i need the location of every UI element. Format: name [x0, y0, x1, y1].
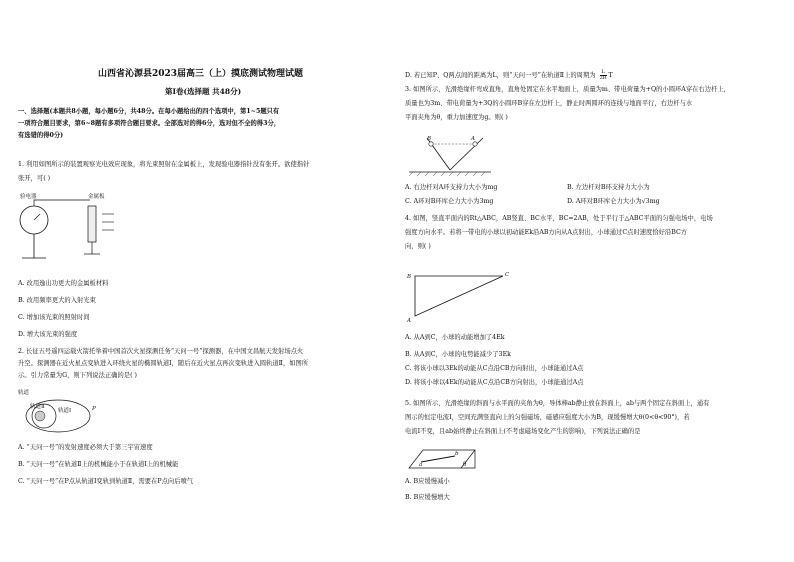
rod-ab — [421, 456, 455, 462]
q3-stem-line3: 平面夹角为θ，重力加速度为g。则( ) — [405, 114, 508, 121]
electroscope-needle — [34, 214, 40, 220]
ground-hatch — [409, 172, 485, 176]
q5-figure — [405, 440, 485, 472]
q3-label-b: B — [427, 136, 432, 142]
q5-stem-line3: 电流I不变，且ab始终静止在斜面上(不考虑磁场变化产生的影响)，下列说法正确的是 — [405, 428, 641, 435]
q2-label-p: P — [92, 406, 96, 412]
q5-stem-line1: 5. 如图所示，光滑绝缘的斜面与水平面的夹角为θ，导体棒ab静止放在斜面上，ab与两个固定在斜面上，通有 — [405, 400, 710, 407]
q4-label-c: C — [505, 272, 510, 278]
q2-label-orbit1: 轨道Ⅰ — [58, 408, 72, 414]
q2-option-c: C. “天问一号”在P点从轨道Ⅰ变轨到轨道Ⅱ，需要在P点向后喷气 — [18, 478, 194, 485]
q3-option-a: A. 右边杆对A环支持力大小为mg — [405, 184, 498, 191]
q3-stem-line1: 3. 如图所示，光滑绝缘杆弯成直角，直角处固定在水平地面上，质量为m、带电荷量为+Q的小圆环A穿在右边杆上， — [405, 86, 730, 93]
q2-stem-line3: 示。引力常量为G，则下列说法正确的是( ) — [18, 372, 137, 379]
q4-stem-line1: 4. 如图，竖直平面内的Rt△ABC，AB竖直、BC水平，BC=2AB，处于平行于△ABC平面的匀强电场中，电场 — [405, 215, 713, 222]
q2-label-orbit2: 轨道Ⅱ — [30, 404, 45, 410]
q3-option-b: B. 左边杆对B环支持力大小为 — [567, 184, 650, 191]
q5-stem-line2: 图示的恒定电流I，空间充满竖直向上的匀强磁场，磁感应强度大小为B，现缓慢增大θ(0<θ<90°)，若 — [405, 414, 690, 421]
right-rod — [450, 138, 483, 170]
q1-option-c: C. 增加该光束的照射时间 — [18, 314, 90, 321]
q2-stem-line2: 升空。探测器在近火星点变轨进入环绕火星的椭圆轨道Ⅰ，随后在近火星点再次变轨进入圆轨道Ⅱ，如图所 — [18, 360, 309, 367]
q3-option-c: C. A环对B环库仑力大小为3mg — [405, 198, 494, 205]
mars-planet — [35, 411, 45, 421]
section-instruction-line1: 一、选择题(本题共8小题，每小题6分，共48分。在每小题给出的四个选项中，第1~5题只有 — [18, 108, 280, 115]
exam-title: 山西省沁源县2023届高三（上）摸底测试物理试题 — [98, 69, 304, 79]
q3-option-d: D. A环对B环库仑力大小为√3mg — [567, 198, 660, 205]
part-title: 第Ⅰ卷(选择题 共48分) — [165, 87, 242, 96]
q2-option-a: A. “天问一号”的发射速度必须大于第三宇宙速度 — [18, 444, 153, 451]
q4-label-b: B — [407, 274, 412, 280]
q1-stem-line1: 1. 利用如图所示的装置观察光电效应现象，将光束照射在金属板上，发现验电器指针没有张开。欲使指针 — [18, 161, 310, 168]
ring-b — [429, 142, 433, 146]
q1-label-electroscope: 验电器 — [20, 194, 37, 200]
q5-label-b: b — [455, 451, 459, 457]
q5-label-theta: θ — [463, 462, 467, 468]
right-column — [397, 0, 794, 562]
q1-option-b: B. 改用频率更大的入射光束 — [18, 297, 96, 304]
q5-option-b: B. B应缓慢增大 — [405, 494, 450, 501]
q1-option-a: A. 改用逸出功更大的金属板材料 — [18, 280, 109, 287]
q1-figure — [18, 192, 118, 272]
connecting-wire — [34, 200, 90, 206]
q2-option-d: D. 若已知P、Q两点间的距离为L，则“天问一号”在轨道Ⅱ上的周期为 $\frac{L}{2R}$ T — [405, 69, 613, 81]
triangle-abc — [415, 276, 503, 316]
q4-option-d: D. 将该小球以4Ek的动能从C点沿CB方向射出，小球能通过A点 — [405, 379, 584, 386]
q4-stem-line3: 向，则( ) — [405, 243, 431, 250]
q4-stem-line2: 强度方向水平。若将一带电的小球以初动能Ek沿AB方向从A点射出，小球通过C点时速度恰好沿BC方 — [405, 229, 688, 236]
ring-a — [473, 142, 477, 146]
section-instruction-line3: 有选错的得0分) — [18, 132, 64, 139]
q5-option-a: A. B应缓慢减小 — [405, 478, 450, 485]
q2-figure — [18, 386, 108, 441]
q2-stem-line1: 2. 长征五号遥四运载火箭托举着中国首次火星探测任务“天问一号”探测器，在中国文昌航天发射场点火 — [18, 348, 304, 355]
q4-label-a: A — [407, 318, 411, 324]
q1-stem-line2: 张开，可( ) — [18, 175, 51, 182]
section-instruction-line2: 一项符合题目要求，第6~8题有多项符合题目要求。全部选对的得6分，选对但不全的得3分， — [18, 120, 281, 127]
q2-label-track: 轨道 — [18, 390, 30, 396]
q2-option-b: B. “天问一号”在轨道Ⅱ上的机械能小于在轨道Ⅰ上的机械能 — [18, 461, 179, 468]
q3-figure — [405, 132, 495, 176]
q4-figure — [405, 268, 515, 324]
q3-stem-line2: 质量也为3m、带电荷量为+3Q的小圆环B穿在左边杆上，静止时两圆环的连线与地面平行，右边杆与水 — [405, 100, 693, 107]
q1-option-d: D. 增大该光束的强度 — [18, 331, 78, 338]
q4-option-a: A. 从A到C，小球的动能增加了4Ek — [405, 334, 505, 341]
q3-label-a: A — [471, 136, 475, 142]
q4-option-b: B. 从A到C，小球的电势能减少了3Ek — [405, 351, 511, 358]
q1-label-plate: 金属板 — [88, 194, 105, 200]
q5-label-a: a — [419, 462, 423, 468]
q4-option-c: C. 将该小球以3Ek的动能从C点沿CB方向射出，小球能通过A点 — [405, 365, 584, 372]
metal-plate — [88, 206, 96, 242]
